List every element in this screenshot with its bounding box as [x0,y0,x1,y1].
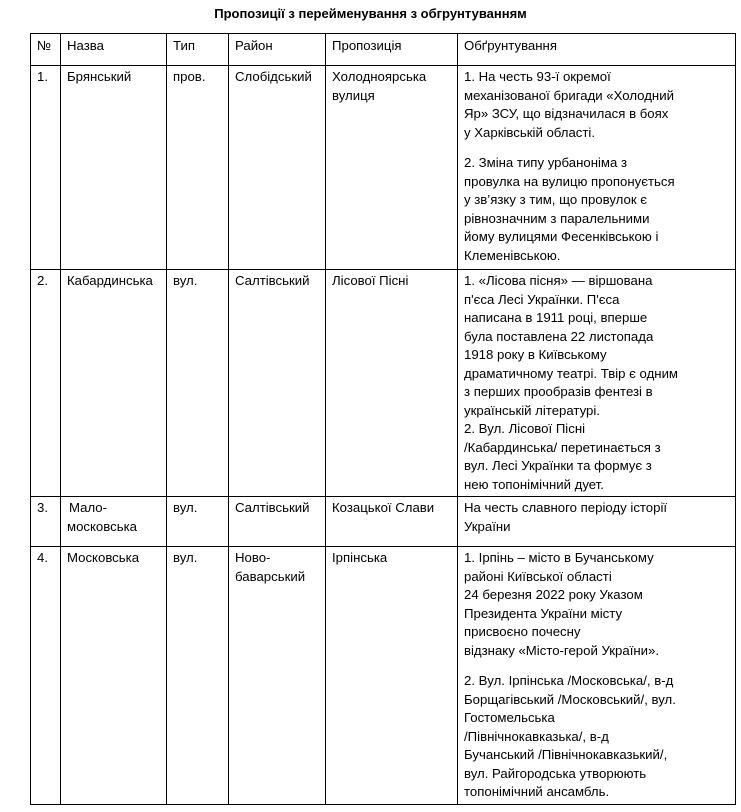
street-name: Брянський [61,66,167,270]
reason-line: 2. Зміна типу урбаноніма з [464,155,628,170]
reason-text [458,270,736,497]
district: Салтівський [229,270,326,497]
proposed-name: Лісової Пісні [326,270,458,497]
reason-line: у зв’язку з тим, що провулок є [464,192,647,207]
reason-line: вул. Райгородська утворюють [464,765,647,781]
reason-text [458,497,736,547]
header-number: № [31,34,61,66]
reason-line: Бучанський /Північнокавказький/, [464,747,668,762]
reason-line: /Північнокавказька/, в-д [464,728,609,744]
district: Салтівський [229,497,326,547]
reason-line: топонімічний ансамбль. [464,784,610,799]
reason-line: 1918 року в Київському [464,347,607,362]
header-reason: Обґрунтування [458,34,736,66]
reason-line: Гостомельська [464,710,555,725]
row-number: 2. [31,270,61,497]
proposed-name: Козацької Слави [326,497,458,547]
page-title: Пропозиції з перейменування з обгрунтуванням [214,6,527,21]
reason-line: районі Київської області [464,568,612,584]
row-number: 3. [31,497,61,547]
paragraph-gap [464,660,729,672]
proposals-table [30,33,736,805]
district: Слобідський [229,66,326,270]
reason-line: присвоєно почесну [464,624,581,639]
table-row [31,497,736,547]
street-name: Кабардинська [61,270,167,497]
street-name-line: московська [67,518,137,534]
reason-line: рівнозначним з паралельними [464,210,650,226]
street-type: вул. [167,547,229,805]
row-number: 4. [31,547,61,805]
header-name: Назва [61,34,167,66]
reason-line: п'єса Лесі Українки. П'єса [464,291,620,307]
header-type: Тип [167,34,229,66]
reason-line: драматичному театрі. Твір є одним [464,365,678,381]
reason-line: 24 березня 2022 року Указом [464,587,643,602]
reason-line: 2. Вул. Ірпінська /Московська/, в-д [464,673,674,688]
street-name: Московська [61,547,167,805]
reason-line: нею топонімічний дует. [464,476,604,492]
reason-line: з перших прообразів фентезі в [464,384,653,399]
table-row [31,270,736,497]
table-header-row [31,34,736,66]
reason-line: Борщагівський /Московський/, вул. [464,691,676,707]
street-type: вул. [167,497,229,547]
paragraph-gap [464,142,729,154]
reason-line: На честь славного періоду історії [464,500,668,515]
reason-line: українській літературі. [464,402,600,418]
district [229,547,326,805]
reason-line: України [464,518,511,534]
reason-line: йому вулицями Фесенківською і [464,229,659,244]
reason-line: 1. «Лісова пісня» — віршована [464,273,653,288]
reason-line: 2. Вул. Лісової Пісні [464,421,586,436]
reason-line: відзнаку «Місто-герой України». [464,642,660,658]
table-row [31,547,736,805]
street-type: пров. [167,66,229,270]
reason-line: 1. На честь 93-ї окремої [464,69,611,84]
reason-text [458,66,736,270]
street-name [61,497,167,547]
district-line: баварський [235,568,306,584]
reason-line: у Харківській області. [464,124,596,140]
header-district: Район [229,34,326,66]
district-line: Ново- [235,550,271,565]
table-row [31,66,736,270]
reason-line: Яр» ЗСУ, що відзначилася в боях [464,106,669,121]
row-number: 1. [31,66,61,270]
header-proposal: Пропозиція [326,34,458,66]
street-name-line: Мало- [69,500,108,515]
reason-line: механізованої бригади «Холодний [464,87,674,103]
reason-line: 1. Ірпінь – місто в Бучанському [464,550,654,565]
reason-line: Клеменівською. [464,247,561,263]
reason-text [458,547,736,805]
proposed-name: Ірпінська [326,547,458,805]
proposed-name: Холодноярська вулиця [326,66,458,270]
reason-line: Президента України місту [464,605,623,621]
reason-line: провулка на вулицю пропонується [464,173,675,189]
reason-line: вул. Лесі Українки та формує з [464,458,652,473]
reason-line: написана в 1911 році, вперше [464,310,648,325]
reason-line: була поставлена 22 листопада [464,328,654,344]
street-type: вул. [167,270,229,497]
reason-line: /Кабардинська/ перетинається з [464,439,661,455]
